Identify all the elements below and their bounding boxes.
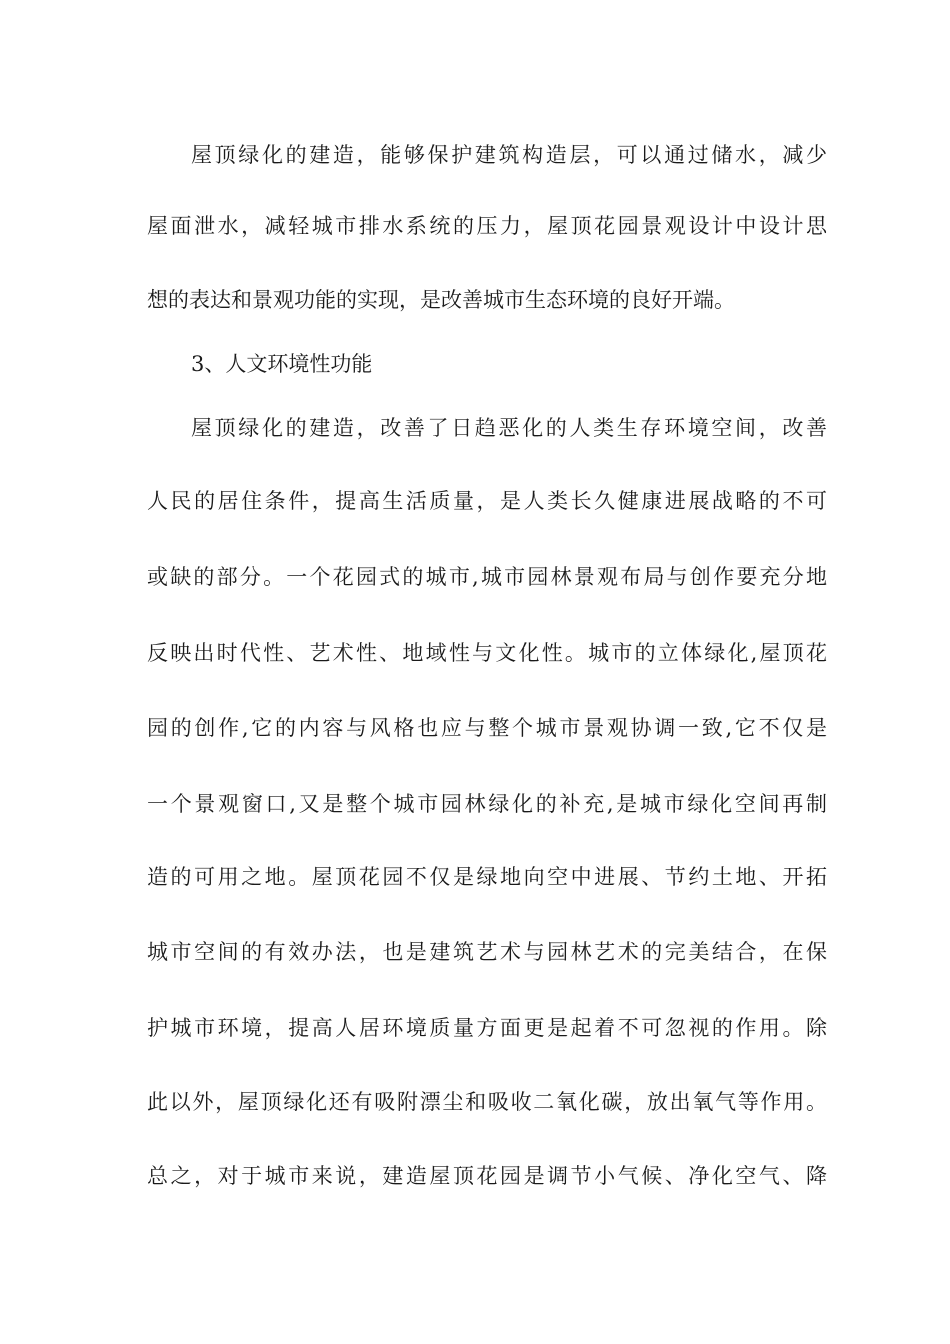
paragraph-2-line-2: 人民的居住条件，提高生活质量，是人类长久健康进展战略的不可 <box>147 489 827 513</box>
paragraph-2-line-6: 一个景观窗口,又是整个城市园林绿化的补充,是城市绿化空间再制 <box>147 792 827 816</box>
paragraph-2-line-7: 造的可用之地。屋顶花园不仅是绿地向空中进展、节约土地、开拓 <box>147 865 827 889</box>
section-heading: 3、人文环境性功能 <box>191 352 373 376</box>
paragraph-2-line-8: 城市空间的有效办法，也是建筑艺术与园林艺术的完美结合，在保 <box>147 940 827 964</box>
paragraph-1-line-1: 屋顶绿化的建造，能够保护建筑构造层，可以通过储水，减少 <box>191 143 827 167</box>
paragraph-2-line-9: 护城市环境，提高人居环境质量方面更是起着不可忽视的作用。除 <box>147 1016 827 1040</box>
paragraph-2-line-10: 此以外，屋顶绿化还有吸附漂尘和吸收二氧化碳，放出氧气等作用。 <box>147 1090 827 1114</box>
paragraph-2-line-5: 园的创作,它的内容与风格也应与整个城市景观协调一致,它不仅是 <box>147 716 827 740</box>
paragraph-2-line-4: 反映出时代性、艺术性、地域性与文化性。城市的立体绿化,屋顶花 <box>147 641 827 665</box>
paragraph-2-line-1: 屋顶绿化的建造，改善了日趋恶化的人类生存环境空间，改善 <box>191 416 827 440</box>
paragraph-1-line-2: 屋面泄水，减轻城市排水系统的压力，屋顶花园景观设计中设计思 <box>147 214 827 238</box>
paragraph-2-line-3: 或缺的部分。一个花园式的城市,城市园林景观布局与创作要充分地 <box>147 565 827 589</box>
paragraph-1-line-3: 想的表达和景观功能的实现，是改善城市生态环境的良好开端。 <box>147 288 735 312</box>
paragraph-2-line-11: 总之，对于城市来说，建造屋顶花园是调节小气候、净化空气、降 <box>147 1164 827 1188</box>
